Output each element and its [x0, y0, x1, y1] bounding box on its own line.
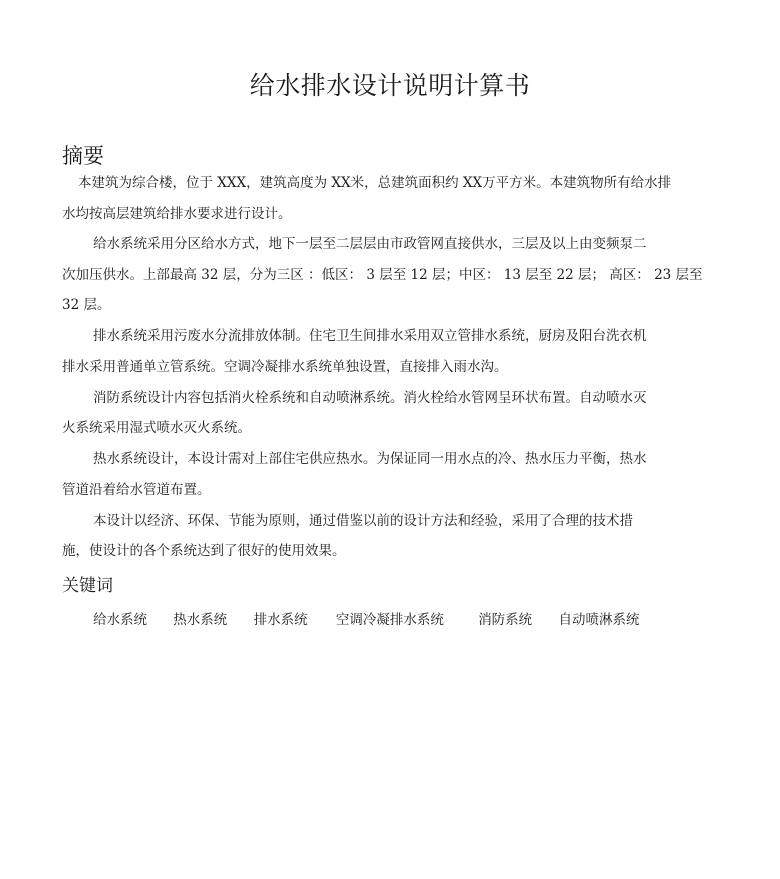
keyword-item: 排水系统: [253, 612, 308, 628]
keyword-item: 热水系统: [173, 612, 228, 628]
keyword-item: 自动喷淋系统: [558, 612, 640, 628]
keyword-item: 空调冷凝排水系统: [335, 612, 444, 628]
paragraph-1-line-2: 水均按高层建筑给排水要求进行设计。: [62, 206, 292, 222]
paragraph-1-line-1: 本建筑为综合楼，位于 XXX，建筑高度为 XX米，总建筑面积约 XX万平方米。本建筑物所有给水排: [78, 175, 672, 191]
paragraph-2-line-1: 给水系统采用分区给水方式，地下一层至二层层由市政管网直接供水，三层及以上由变频泵二: [93, 236, 647, 252]
abstract-heading: 摘要: [62, 144, 104, 168]
keywords-list: [93, 608, 639, 628]
keyword-item: 给水系统: [93, 612, 147, 628]
keyword-item: 消防系统: [478, 612, 533, 628]
paragraph-4-line-1: 消防系统设计内容包括消火栓系统和自动喷淋系统。消火栓给水管网呈环状布置。自动喷水灭: [93, 390, 647, 406]
keywords-heading: 关键词: [62, 576, 113, 596]
paragraph-2-line-2: 次加压供水。上部最高 32 层，分为三区 ：低区： 3 层至 12 层；中区： 13 层至 22 层； 高区： 23 层至: [62, 267, 703, 283]
paragraph-3-line-1: 排水系统采用污废水分流排放体制。住宅卫生间排水采用双立管排水系统，厨房及阳台洗衣机: [93, 328, 647, 344]
document-title: 给水排水设计说明计算书: [249, 71, 531, 100]
paragraph-6-line-1: 本设计以经济、环保、节能为原则，通过借鉴以前的设计方法和经验，采用了合理的技术措: [93, 513, 633, 529]
paragraph-6-line-2: 施，使设计的各个系统达到了很好的使用效果。: [62, 543, 346, 559]
paragraph-5-line-2: 管道沿着给水管道布置。: [62, 482, 211, 498]
paragraph-3-line-2: 排水采用普通单立管系统。空调冷凝排水系统单独设置，直接排入雨水沟。: [62, 359, 508, 375]
paragraph-4-line-2: 火系统采用湿式喷水灭火系统。: [62, 420, 251, 436]
paragraph-5-line-1: 热水系统设计，本设计需对上部住宅供应热水。为保证同一用水点的冷、热水压力平衡，热水: [93, 451, 647, 467]
paragraph-2-line-3: 32 层。: [62, 297, 111, 313]
